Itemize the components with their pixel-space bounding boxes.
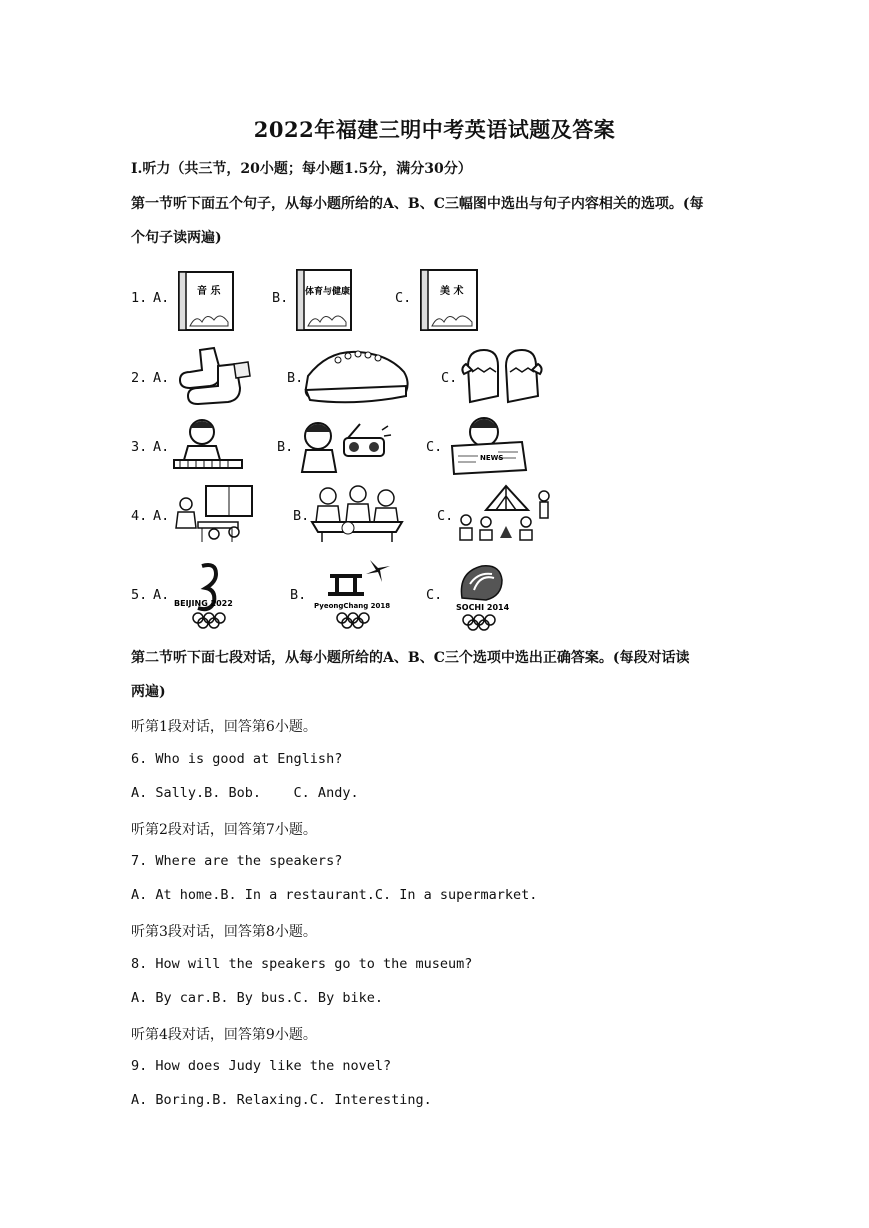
option-a-label: A. [153, 587, 170, 603]
option-a-label: A. [153, 370, 170, 386]
logo-caption: SOCHI 2014 [456, 603, 510, 612]
page-title: 2022年福建三明中考英语试题及答案 [253, 117, 616, 142]
option-a-label: A. [153, 508, 170, 524]
book-title: 体育与健康 [305, 287, 351, 297]
option-b-label: B. [290, 587, 307, 603]
option-b-label: B. [272, 290, 289, 306]
part1-instruction: 第一节听下面五个句子，从每小题所给的A、B、C三幅图中选出与句子内容相关的选项。(每 [131, 196, 704, 212]
newspaper-label: NEWS [480, 454, 504, 462]
art-book-image [418, 268, 480, 334]
camping-scene-image [456, 480, 556, 546]
book-title: 美 术 [440, 286, 464, 297]
option-c-label: C. [395, 290, 412, 306]
question-text: 7. Where are the speakers? [131, 853, 343, 869]
option-b-label: B. [287, 370, 304, 386]
dialogue-intro: 听第1段对话，回答第6小题。 [131, 719, 317, 735]
music-book-image [176, 270, 236, 334]
dialogue-intro: 听第4段对话，回答第9小题。 [131, 1027, 317, 1043]
question-number: 1. [131, 290, 148, 306]
answer-options: A. At home.B. In a restaurant.C. In a supermarket. [131, 887, 538, 903]
section-heading: I.听力（共三节，20小题；每小题1.5分，满分30分） [131, 161, 472, 177]
question-number: 2. [131, 370, 148, 386]
answer-options: A. Boring.B. Relaxing.C. Interesting. [131, 1092, 432, 1108]
part2-instruction: 第二节听下面七段对话，从每小题所给的A、B、C三个选项中选出正确答案。(每段对话读 [131, 650, 690, 666]
question-number: 3. [131, 439, 148, 455]
boy-reading-newspaper-image [448, 412, 528, 476]
logo-caption: BEIJING 2022 [174, 599, 233, 608]
part2-instruction-cont: 两遍) [131, 684, 166, 700]
question-text: 9. How does Judy like the novel? [131, 1058, 392, 1074]
mittens-image [460, 346, 544, 410]
option-b-label: B. [277, 439, 294, 455]
answer-options: A. By car.B. By bus.C. By bike. [131, 990, 383, 1006]
option-a-label: A. [153, 290, 170, 306]
option-a-label: A. [153, 439, 170, 455]
book-title: 音 乐 [197, 286, 221, 297]
classroom-scene-image [172, 484, 256, 544]
option-c-label: C. [426, 439, 443, 455]
sochi-2014-logo-image [448, 560, 518, 632]
part1-instruction-cont: 个句子读两遍) [131, 230, 222, 246]
boy-playing-piano-image [170, 416, 246, 474]
question-number: 4. [131, 508, 148, 524]
option-c-label: C. [426, 587, 443, 603]
question-number: 5. [131, 587, 148, 603]
family-dinner-image [308, 482, 406, 544]
dialogue-intro: 听第3段对话，回答第8小题。 [131, 924, 317, 940]
option-c-label: C. [441, 370, 458, 386]
logo-caption: PyeongChang 2018 [314, 602, 391, 610]
beijing-2022-logo-image [172, 560, 256, 632]
answer-options: A. Sally.B. Bob. C. Andy. [131, 785, 359, 801]
sneakers-image [302, 346, 412, 408]
socks-image [172, 346, 252, 406]
option-b-label: B. [293, 508, 310, 524]
question-text: 8. How will the speakers go to the museum? [131, 956, 473, 972]
question-text: 6. Who is good at English? [131, 751, 343, 767]
dialogue-intro: 听第2段对话，回答第7小题。 [131, 822, 317, 838]
pe-health-book-image [294, 268, 354, 334]
option-c-label: C. [437, 508, 454, 524]
pyeongchang-2018-logo-image [310, 556, 400, 632]
boy-listening-radio-image [296, 414, 392, 474]
